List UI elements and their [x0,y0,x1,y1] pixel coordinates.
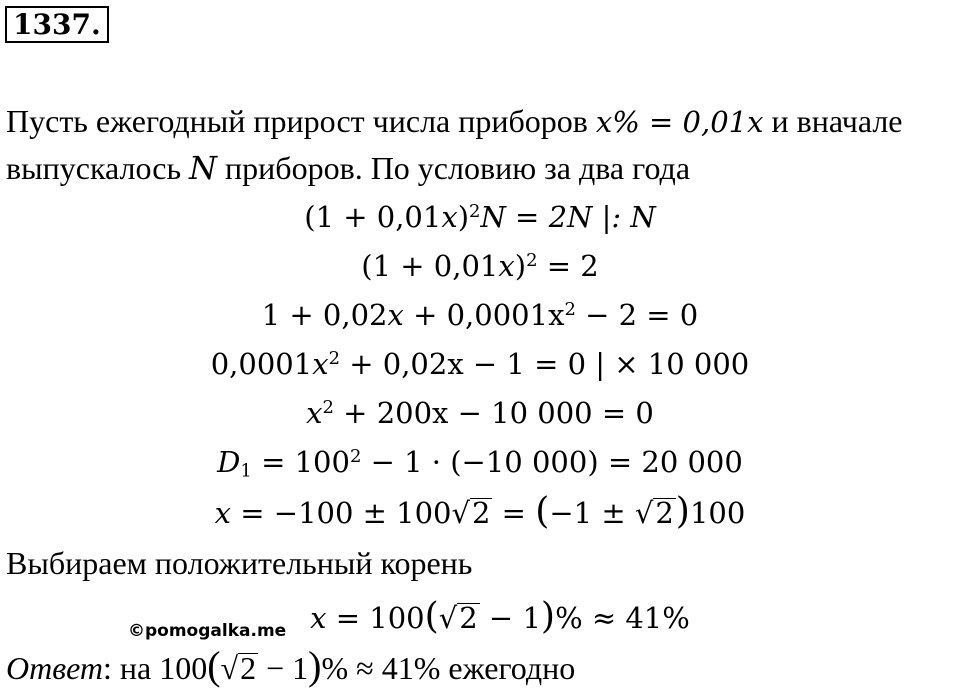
equation-5: $x^2 + 200x - 10$ 000 = 0 [306,396,654,430]
watermark: ©pomogalka.me [128,621,287,641]
answer-label: Ответ [6,650,103,686]
discriminant: $D_1 = 100^2 - 1 \cdot (-10$ 000) = 20 000 [217,445,743,482]
intro-line-2: выпускалось N приборов. По условию за два года [6,149,691,187]
equation-4: $0,0001x^2 + 0,02x - 1 = 0$ | × 10 000 [210,347,750,381]
roots: x = −100 ± 100√2 = (−1 ± √2)100 [214,489,746,532]
equation-3: $1 + 0,02x + 0,0001x^2 - 2 = 0$ [261,298,699,332]
problem-number: 1337. [5,6,109,43]
result: x = 100(√2 − 1)% ≈ 41% [310,594,690,637]
intro-line-1: Пусть ежегодный прирост числа приборов x% = 0,01x и вначале [6,103,903,139]
answer: Ответ: на 100(√2 − 1)% ≈ 41% ежегодно [6,643,576,688]
var-n: N [189,149,218,187]
choose-text: Выбираем положительный корень [6,545,473,581]
equation-2: $(1 + 0,01x)^2 = 2$ [361,249,599,283]
percent-formula: x% = 0,01x [595,105,764,139]
equation-1: $(1 + 0,01x)^2N = 2N$ |: N [304,200,656,234]
